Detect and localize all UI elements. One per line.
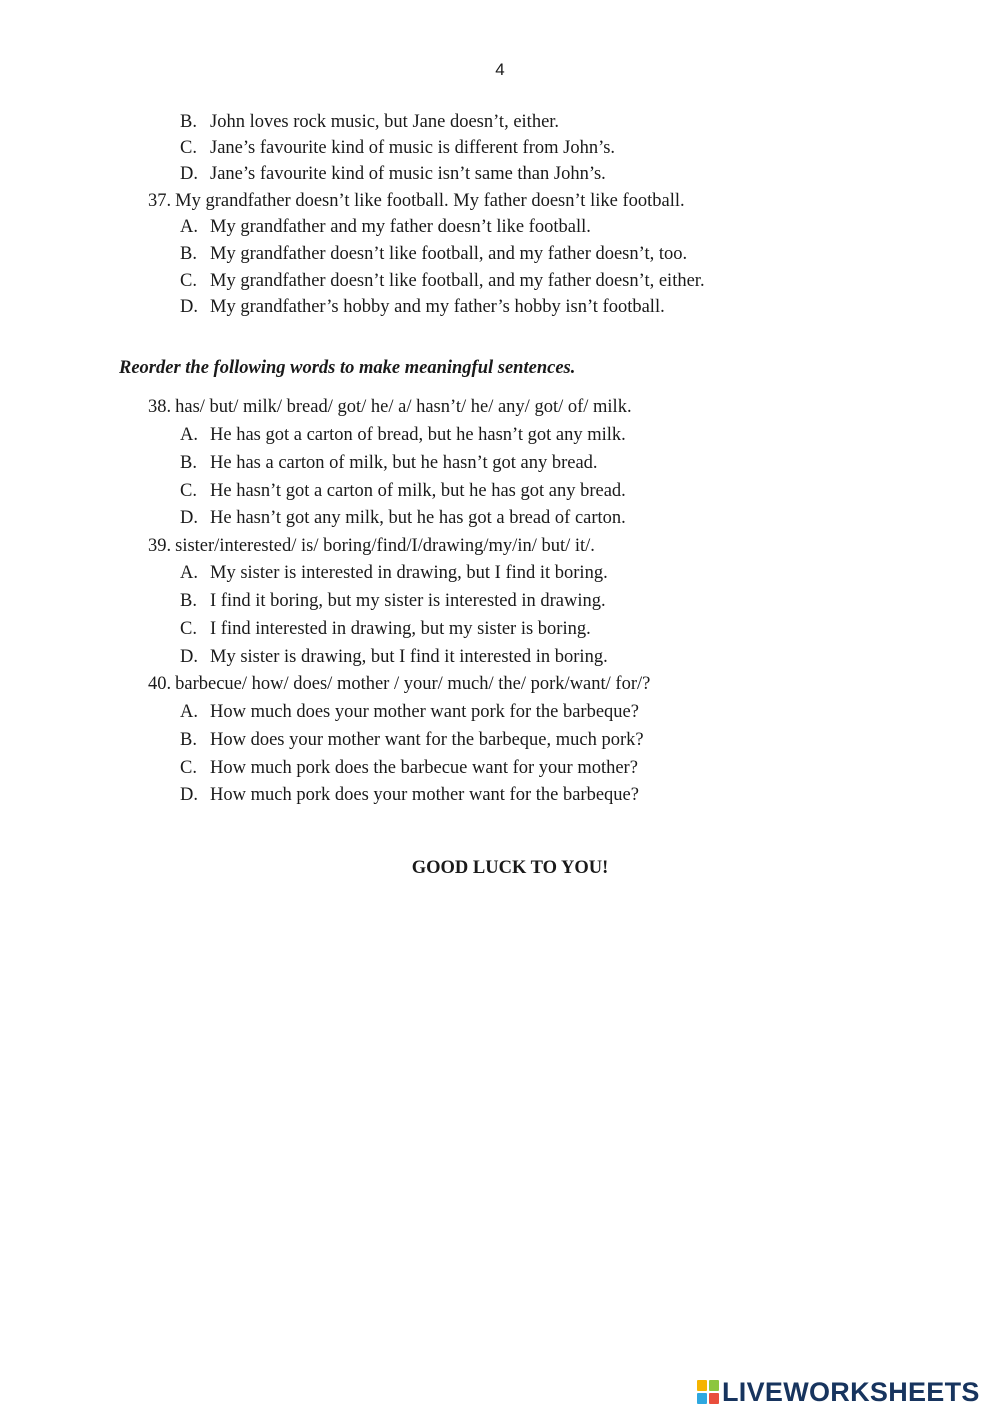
question-39 <box>148 534 595 558</box>
q40-option-c <box>180 756 638 780</box>
question-text: barbecue/ how/ does/ mother / your/ much/ the/ pork/want/ for/? <box>175 674 651 694</box>
option-text: He has got a carton of bread, but he hasn’t got any milk. <box>210 425 626 445</box>
option-letter: B. <box>180 730 197 750</box>
option-letter: C. <box>180 619 197 639</box>
option-text: How much pork does your mother want for the barbeque? <box>210 785 639 805</box>
question-number: 39. <box>148 536 172 556</box>
option-text: How much pork does the barbecue want for your mother? <box>210 758 638 778</box>
q38-option-a <box>180 423 626 447</box>
option-letter: C. <box>180 271 197 291</box>
option-text: He has a carton of milk, but he hasn’t got any bread. <box>210 453 598 473</box>
question-40 <box>148 672 650 696</box>
q38-option-b <box>180 451 598 475</box>
option-text: I find it boring, but my sister is interested in drawing. <box>210 591 606 611</box>
q40-option-b <box>180 728 644 752</box>
option-letter: A. <box>180 425 198 445</box>
option-letter: D. <box>180 508 198 528</box>
option-letter: D. <box>180 297 198 317</box>
option-text: He hasn’t got a carton of milk, but he has got any bread. <box>210 481 626 501</box>
option-b-continued <box>180 110 559 134</box>
q39-option-d <box>180 645 608 669</box>
option-text: My grandfather doesn’t like football, and my father doesn’t, too. <box>210 244 688 264</box>
q40-option-d <box>180 783 639 807</box>
liveworksheets-brand[interactable] <box>697 1375 980 1409</box>
option-text: My grandfather doesn’t like football, and my father doesn’t, either. <box>210 271 705 291</box>
option-d-continued <box>180 162 606 186</box>
option-letter: C. <box>180 138 197 158</box>
option-letter: A. <box>180 563 198 583</box>
option-text: He hasn’t got any milk, but he has got a bread of carton. <box>210 508 626 528</box>
q37-option-a <box>180 215 591 239</box>
brand-name: LIVEWORKSHEETS <box>722 1376 980 1407</box>
option-letter: C. <box>180 758 197 778</box>
option-text: My grandfather’s hobby and my father’s hobby isn’t football. <box>210 297 665 317</box>
option-text: My grandfather and my father doesn’t like football. <box>210 217 591 237</box>
option-letter: C. <box>180 481 197 501</box>
option-letter: D. <box>180 785 198 805</box>
q37-option-b <box>180 242 687 266</box>
question-text: sister/interested/ is/ boring/find/I/drawing/my/in/ but/ it/. <box>175 536 595 556</box>
option-letter: B. <box>180 591 197 611</box>
option-letter: A. <box>180 702 198 722</box>
question-text: My grandfather doesn’t like football. My father doesn’t like football. <box>175 191 685 211</box>
option-letter: B. <box>180 244 197 264</box>
section-instruction: Reorder the following words to make meaningful sentences. <box>119 358 576 378</box>
question-text: has/ but/ milk/ bread/ got/ he/ a/ hasn’t/ he/ any/ got/ of/ milk. <box>175 397 632 417</box>
question-38 <box>148 395 632 419</box>
option-text: My sister is drawing, but I find it interested in boring. <box>210 647 608 667</box>
option-text: My sister is interested in drawing, but I find it boring. <box>210 563 608 583</box>
q39-option-c <box>180 617 591 641</box>
option-text: I find interested in drawing, but my sister is boring. <box>210 619 591 639</box>
option-letter: B. <box>180 112 197 132</box>
option-text: Jane’s favourite kind of music is different from John’s. <box>210 138 616 158</box>
option-text: How does your mother want for the barbeque, much pork? <box>210 730 644 750</box>
page-number: 4 <box>495 60 505 79</box>
option-letter: D. <box>180 647 198 667</box>
q39-option-b <box>180 589 606 613</box>
question-number: 37. <box>148 191 172 211</box>
question-number: 40. <box>148 674 172 694</box>
liveworksheets-logo-icon <box>697 1380 719 1404</box>
option-text: John loves rock music, but Jane doesn’t, either. <box>210 112 560 132</box>
option-text: Jane’s favourite kind of music isn’t same than John’s. <box>210 164 606 184</box>
option-c-continued <box>180 136 615 160</box>
question-37 <box>148 189 685 213</box>
q38-option-c <box>180 479 626 503</box>
q40-option-a <box>180 700 639 724</box>
option-letter: B. <box>180 453 197 473</box>
option-letter: D. <box>180 164 198 184</box>
q38-option-d <box>180 506 626 530</box>
option-letter: A. <box>180 217 198 237</box>
q37-option-d <box>180 295 665 319</box>
option-text: How much does your mother want pork for the barbeque? <box>210 702 639 722</box>
closing-message: GOOD LUCK TO YOU! <box>411 858 609 878</box>
q39-option-a <box>180 561 608 585</box>
question-number: 38. <box>148 397 172 417</box>
q37-option-c <box>180 269 705 293</box>
